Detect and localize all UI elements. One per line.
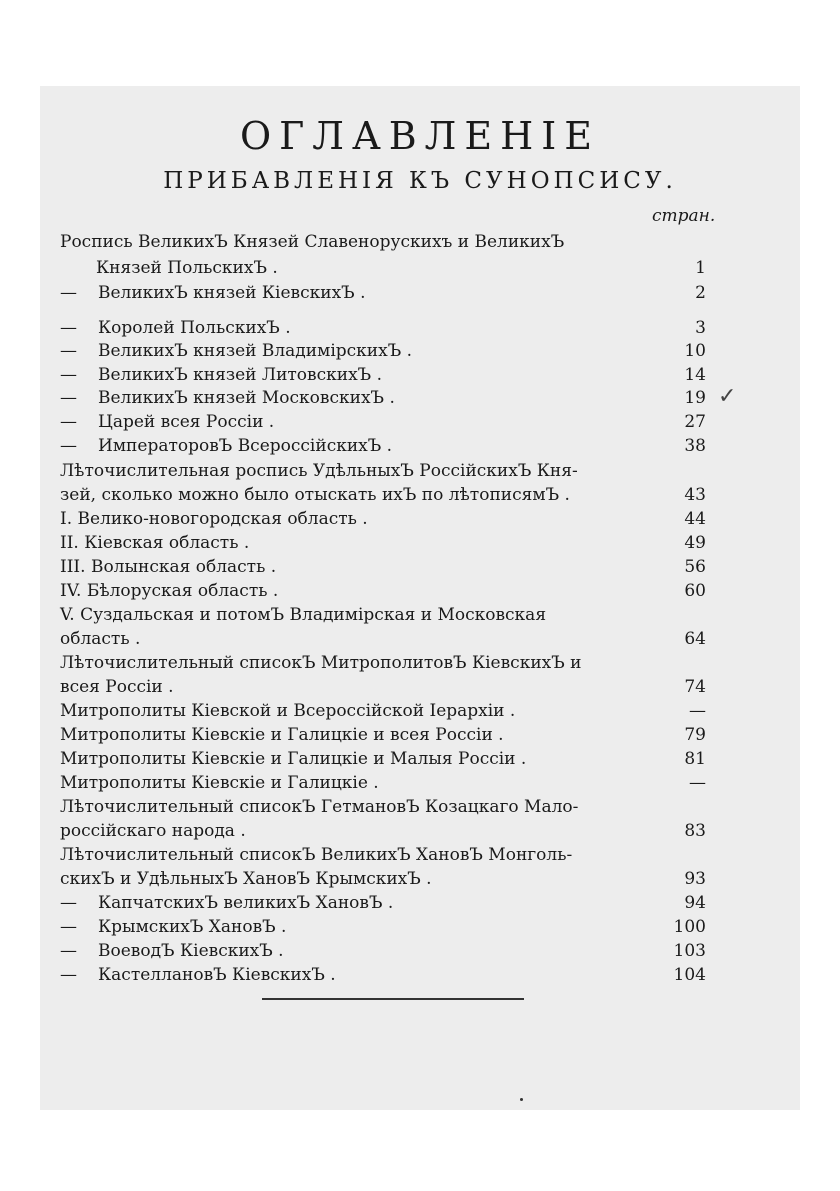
toc-page-number: 74	[684, 677, 706, 697]
toc-page-number: 14	[684, 365, 706, 385]
toc-entry-title: III. Волынская область .	[60, 557, 277, 577]
toc-entry	[60, 341, 712, 365]
toc-page-number: 49	[684, 533, 706, 553]
ditto-dash: —	[60, 917, 77, 937]
toc-page-number: 2	[695, 283, 706, 303]
toc-entry	[60, 533, 712, 557]
toc-page-number: 104	[673, 965, 706, 985]
toc-entry	[60, 821, 712, 845]
toc-entry	[60, 436, 712, 460]
toc-entry-title: скихЪ и УдѣльныхЪ ХановЪ КрымскихЪ .	[60, 869, 432, 889]
toc-entry	[60, 749, 712, 773]
toc-entry-title: Королей ПольскихЪ .	[98, 318, 291, 338]
toc-page-number: —	[689, 701, 706, 721]
toc-page-number: 60	[684, 581, 706, 601]
ditto-dash: —	[60, 893, 77, 913]
toc-entry	[60, 461, 712, 485]
toc-entry-title: область .	[60, 629, 141, 649]
toc-entry-title: IV. Бѣлоруская область .	[60, 581, 279, 601]
toc-entry-title: ВеликихЪ князей ВладимірскихЪ .	[98, 341, 413, 361]
toc-entry-title: I. Велико-новогородская область .	[60, 509, 368, 529]
toc-entry	[60, 557, 712, 581]
toc-page-number: 93	[684, 869, 706, 889]
ditto-dash: —	[60, 965, 77, 985]
toc-entry-title: II. Кіевская область .	[60, 533, 250, 553]
toc-page-number: 3	[695, 318, 706, 338]
closing-rule	[262, 998, 524, 1000]
page-column-header: стран.	[652, 206, 716, 226]
toc-entry	[60, 677, 712, 701]
toc-page-number: 81	[684, 749, 706, 769]
toc-entry	[60, 701, 712, 725]
ink-spot	[520, 1098, 523, 1101]
toc-entry-title: всея Россіи .	[60, 677, 174, 697]
toc-entry-title: ВеликихЪ князей КіевскихЪ .	[98, 283, 366, 303]
toc-page-number: 38	[684, 436, 706, 456]
toc-entry-title: зей, сколько можно было отыскать ихЪ по лѣтописямЪ .	[60, 485, 570, 505]
toc-page-number: —	[689, 773, 706, 793]
toc-entry	[60, 725, 712, 749]
toc-entry	[60, 653, 712, 677]
toc-entry-title: КапчатскихЪ великихЪ ХановЪ .	[98, 893, 394, 913]
toc-entry-title: КрымскихЪ ХановЪ .	[98, 917, 287, 937]
toc-entry	[60, 581, 712, 605]
ditto-dash: —	[60, 388, 77, 408]
toc-entry	[60, 797, 712, 821]
toc-entry	[60, 869, 712, 893]
toc-entry-title: Лѣточислительный списокЪ МитрополитовЪ КіевскихЪ и	[60, 653, 582, 673]
page-subtitle: ПРИБАВЛЕНІЯ КЪ СУНОПСИСУ.	[163, 168, 677, 194]
ditto-dash: —	[60, 318, 77, 338]
toc-page-number: 79	[684, 725, 706, 745]
toc-page-number: 64	[684, 629, 706, 649]
toc-entry-title: Царей всея Россіи .	[98, 412, 275, 432]
toc-page-number: 1	[695, 258, 706, 278]
toc-entry-title: ВеликихЪ князей ЛитовскихЪ .	[98, 365, 382, 385]
toc-page-number: 100	[673, 917, 706, 937]
page-title: ОГЛАВЛЕНІЕ	[239, 114, 601, 158]
ditto-dash: —	[60, 341, 77, 361]
toc-entry	[60, 893, 712, 917]
toc-entry-title: Митрополиты Кіевскіе и Галицкіе .	[60, 773, 379, 793]
toc-entry	[60, 388, 712, 412]
toc-entry	[60, 965, 712, 989]
toc-page-number: 44	[684, 509, 706, 529]
toc-entry-title: Лѣточислительная роспись УдѣльныхЪ РоссійскихЪ Кня-	[60, 461, 578, 481]
toc-entry	[60, 941, 712, 965]
toc-page-number: 27	[684, 412, 706, 432]
toc-entry	[60, 485, 712, 509]
toc-page-number: 19	[684, 388, 706, 408]
ditto-dash: —	[60, 412, 77, 432]
toc-entry-title: ИмператоровЪ ВсероссійскихЪ .	[98, 436, 393, 456]
toc-entry	[60, 917, 712, 941]
toc-entry-title: Митрополиты Кіевскіе и Галицкіе и Малыя Россіи .	[60, 749, 527, 769]
toc-entry	[60, 365, 712, 389]
toc-entry-title: ВоеводЪ КіевскихЪ .	[98, 941, 284, 961]
ditto-dash: —	[60, 941, 77, 961]
toc-entry-title: Лѣточислительный списокЪ ВеликихЪ ХановЪ Монголь-	[60, 845, 573, 865]
toc-page-number: 83	[684, 821, 706, 841]
toc-entry	[60, 318, 712, 342]
toc-page-number: 10	[684, 341, 706, 361]
toc-entry-title: Лѣточислительный списокЪ ГетмановЪ Козацкаго Мало-	[60, 797, 579, 817]
toc-page-number: 103	[673, 941, 706, 961]
toc-entry	[60, 845, 712, 869]
toc-page-number: 43	[684, 485, 706, 505]
ditto-dash: —	[60, 436, 77, 456]
toc-entry-title: V. Суздальская и потомЪ Владимірская и Московская	[60, 605, 547, 625]
toc-entry	[60, 232, 712, 256]
toc-entry	[60, 283, 712, 307]
toc-entry-title: Князей ПольскихЪ .	[96, 258, 278, 278]
ditto-dash: —	[60, 365, 77, 385]
toc-page-number: 94	[684, 893, 706, 913]
toc-entry	[60, 605, 712, 629]
toc-entry-title: КастеллановЪ КіевскихЪ .	[98, 965, 336, 985]
toc-entry	[60, 773, 712, 797]
toc-entry	[60, 412, 712, 436]
toc-entry-title: Роспись ВеликихЪ Князей Славенорускихъ и ВеликихЪ	[60, 232, 565, 252]
checkmark-annotation: ✓	[718, 384, 737, 409]
toc-entry-title: Митрополиты Кіевской и Всероссійской Іерархіи .	[60, 701, 516, 721]
toc-entry	[60, 258, 712, 282]
toc-entry-title: россійскаго народа .	[60, 821, 246, 841]
toc-entry	[60, 629, 712, 653]
ditto-dash: —	[60, 283, 77, 303]
toc-entry-title: ВеликихЪ князей МосковскихЪ .	[98, 388, 395, 408]
toc-entry	[60, 509, 712, 533]
toc-page-number: 56	[684, 557, 706, 577]
toc-entry-title: Митрополиты Кіевскіе и Галицкіе и всея Россіи .	[60, 725, 504, 745]
